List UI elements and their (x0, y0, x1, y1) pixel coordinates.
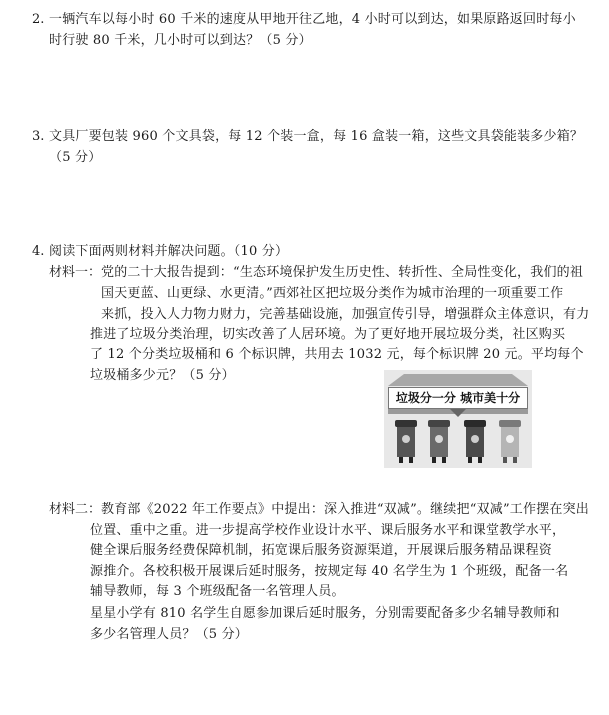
q4-intro: 阅读下面两则材料并解决问题。（10 分） (49, 244, 289, 259)
material1-line-2: 国天更蓝、山更绿、水更清。”西郊社区把垃圾分类作为城市治理的一项重要工作 (101, 286, 564, 301)
material2-line-6: 星星小学有 810 名学生自愿参加课后延时服务，分别需要配备多少名辅导教师和 (90, 606, 560, 621)
material2-line-5: 辅导教师，每 3 个班级配备一名管理人员。 (90, 584, 345, 599)
q3-number: 3. (32, 129, 45, 144)
material1-line-1: 党的二十大报告提到：“生态环境保护发生历史性、转折性、全局性变化，我们的祖 (101, 265, 584, 280)
hazardous-waste-bin-icon (461, 418, 489, 464)
material2-label: 材料二： (49, 502, 102, 517)
material2-line-2: 位置、重中之重。进一步提高学校作业设计水平、课后服务水平和课堂教学水平， (90, 523, 566, 538)
material2-line-4: 源推介。各校积极开展课后延时服务，按规定每 40 名学生为 1 个班级，配备一名 (90, 564, 569, 579)
picture-slogan: 垃圾分一分 城市美十分 (388, 387, 528, 409)
q3-line-2: （5 分） (49, 150, 102, 165)
kitchen-waste-bin-icon (425, 418, 453, 464)
material1-line-4: 推进了垃圾分类治理，切实改善了人居环境。为了更好地开展垃圾分类，社区购买 (90, 327, 566, 342)
q2-line-2: 时行驶 80 千米，几小时可以到达？（5 分） (49, 33, 312, 48)
garbage-sorting-picture (384, 370, 532, 468)
material1-line-6: 垃圾桶多少元？（5 分） (90, 368, 235, 383)
other-waste-bin-icon (496, 418, 524, 464)
material2-line-7: 多少名管理人员？（5 分） (90, 627, 249, 642)
material1-label: 材料一： (49, 265, 102, 280)
material2-line-3: 健全课后服务经费保障机制，拓宽课后服务资源渠道，开展课后服务精品课程资 (90, 543, 553, 558)
q2-number: 2. (32, 12, 45, 27)
recycle-bin-icon (392, 418, 420, 464)
material1-line-5: 了 12 个分类垃圾桶和 6 个标识牌，共用去 1032 元，每个标识牌 20 元。平均每个 (90, 347, 584, 362)
material2-line-1: 教育部《2022 年工作要点》中提出：深入推进“双减”。继续把“双减”工作摆在突出 (101, 502, 590, 517)
material1-line-3: 来抓，投入人力物力财力，完善基础设施，加强宣传引导，增强群众主体意识，有力 (101, 307, 590, 322)
q3-line-1: 文具厂要包装 960 个文具袋，每 12 个装一盒，每 16 盒装一箱，这些文具袋能装多少箱？ (49, 129, 584, 144)
q4-number: 4. (32, 244, 45, 259)
q2-line-1: 一辆汽车以每小时 60 千米的速度从甲地开往乙地，4 小时可以到达，如果原路返回时每小 (49, 12, 576, 27)
